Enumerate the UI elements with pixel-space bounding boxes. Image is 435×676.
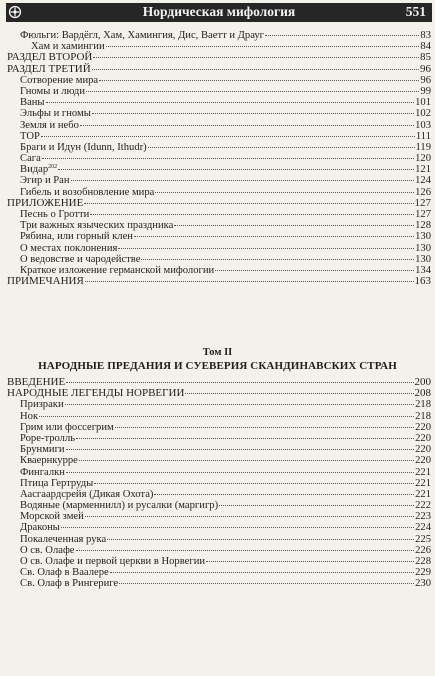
dot-leader [119, 583, 414, 584]
dot-leader [41, 136, 415, 137]
toc-entry-page: 120 [415, 153, 431, 165]
toc-entry-title: Эльфы и гномы [20, 108, 91, 120]
dot-leader [206, 561, 414, 562]
toc-entry [7, 198, 431, 209]
toc-entry [7, 164, 431, 175]
toc-entry-title: О св. Олафе [20, 544, 75, 556]
toc-entry-title: Три важных языческих праздника [20, 220, 174, 232]
toc-entry-title: Гномы и люди [20, 85, 85, 97]
toc-entry-page: 121 [415, 164, 431, 176]
dot-leader [94, 483, 414, 484]
toc-entry-page: 225 [415, 533, 431, 545]
toc-entry-title: Кваернкурре [20, 455, 78, 467]
toc-entry-page: 229 [415, 567, 431, 579]
toc-entry-title: Фюльги: Вардёгл, Хам, Хамингия, Дис, Ваетт и Драуг [20, 30, 265, 41]
toc-entry-title: ПРИЛОЖЕНИЕ [7, 196, 84, 209]
toc-entry-title: О местах поклонения [20, 242, 118, 254]
toc-entry-page: 230 [415, 578, 431, 590]
toc-entry [7, 64, 431, 75]
toc-entry [7, 433, 431, 444]
toc-entry-page: 96 [420, 74, 431, 86]
toc-entry-page: 130 [415, 231, 431, 243]
toc-entry-title: Св. Олаф в Ваалере [20, 567, 109, 579]
toc-entry-page: 124 [415, 175, 431, 187]
toc-entry [7, 556, 431, 567]
toc-entry [7, 399, 431, 410]
toc-entry-page: 218 [415, 410, 431, 422]
toc-entry-page: 83 [420, 30, 431, 41]
toc-entry-title: Морской змей [20, 511, 84, 523]
dot-leader [76, 438, 414, 439]
dot-leader [61, 527, 414, 528]
toc-entry [7, 142, 431, 153]
dot-leader [215, 270, 414, 271]
toc-entry-page: 221 [415, 488, 431, 500]
contents-list-volume-1 [7, 30, 431, 287]
toc-entry-page: 220 [415, 455, 431, 467]
toc-entry-page: 220 [415, 421, 431, 433]
toc-entry-title: Покалеченная рука [20, 533, 107, 545]
dot-leader [84, 203, 413, 204]
dot-leader [66, 472, 414, 473]
dot-leader [92, 113, 414, 114]
toc-entry [7, 153, 431, 164]
toc-entry-page: 126 [415, 186, 431, 198]
dot-leader [148, 147, 415, 148]
toc-entry-title: Призраки [20, 399, 64, 411]
toc-entry-title: Видар$^{202}$ [20, 164, 58, 176]
toc-entry-title: Фингалкн [20, 466, 65, 478]
toc-entry-title: РАЗДЕЛ ВТОРОЙ [7, 51, 93, 64]
toc-entry [7, 444, 431, 455]
toc-entry-title: Земля и небо [20, 119, 79, 131]
toc-entry-title: Сотворение мира [20, 74, 99, 86]
dot-leader [76, 550, 415, 551]
toc-entry-title: О ведовстве и чародействе [20, 253, 141, 265]
toc-entry-title: Св. Олаф в Рингериге [20, 578, 119, 590]
toc-entry-title: Песнь о Гротти [20, 209, 90, 220]
toc-entry [7, 578, 431, 589]
dot-leader [265, 35, 419, 36]
toc-entry [7, 75, 431, 86]
toc-entry [7, 478, 431, 489]
dot-leader [86, 91, 419, 92]
toc-entry-title: Браги и Идун (Idunn, Ithudr) [20, 141, 147, 153]
toc-entry-page: 103 [415, 119, 431, 131]
toc-entry-title: Рябина, или горный клен [20, 231, 133, 243]
toc-entry-page: 127 [415, 209, 431, 220]
toc-entry-title: Краткое изложение германской мифологии [20, 264, 215, 276]
toc-entry [7, 388, 431, 399]
volume-title: НАРОДНЫЕ ПРЕДАНИЯ И СУЕВЕРИЯ СКАНДИНАВСКИХ СТРАН [38, 360, 397, 372]
toc-entry-page: 130 [415, 253, 431, 265]
dot-leader [110, 572, 414, 573]
running-title: Нордическая мифология [142, 4, 296, 19]
toc-entry-page: 101 [415, 97, 431, 109]
toc-entry-title: Водяные (марменнилл) и русалки (маргигр) [20, 500, 219, 512]
toc-entry-page: 99 [420, 85, 431, 97]
toc-entry-page: 119 [415, 141, 431, 153]
volume-label: Том II [202, 347, 233, 358]
toc-entry [7, 108, 431, 119]
toc-entry [7, 276, 431, 287]
toc-entry-page: 208 [414, 387, 431, 400]
toc-entry-page: 224 [415, 522, 431, 534]
toc-entry [7, 231, 431, 242]
toc-entry-page: 226 [415, 544, 431, 556]
toc-entry-page: 218 [415, 399, 431, 411]
dot-leader [155, 192, 414, 193]
toc-entry-title: Птица Гертруды [20, 477, 94, 489]
dot-leader [174, 225, 414, 226]
toc-entry-title: О св. Олафе и первой церкви в Норвегии [20, 556, 206, 567]
toc-entry-page: 85 [420, 51, 431, 64]
dot-leader [99, 80, 419, 81]
dot-leader [90, 214, 414, 215]
toc-entry-page: 163 [414, 275, 431, 288]
dot-leader [185, 393, 413, 394]
dot-leader [141, 259, 414, 260]
toc-entry-page: 200 [414, 376, 431, 388]
toc-entry [7, 120, 431, 131]
toc-entry-title: Нок [20, 410, 39, 422]
contents-list-volume-2 [7, 377, 431, 590]
toc-entry-page: 96 [420, 62, 431, 75]
toc-entry-title: Ваны [20, 97, 45, 109]
dot-leader [66, 449, 415, 450]
toc-entry-title: Аасгаардсрейя (Дикая Охота) [20, 488, 154, 500]
toc-entry [7, 175, 431, 186]
toc-entry-page: 223 [415, 511, 431, 523]
toc-entry-title: Хам и хамингии [31, 41, 105, 53]
dot-leader [66, 382, 413, 383]
toc-entry-page: 220 [415, 432, 431, 444]
dot-leader [154, 494, 414, 495]
toc-entry [7, 30, 431, 41]
toc-entry-title: Грим или фоссегрим [20, 421, 114, 433]
toc-entry-title: ВВЕДЕНИЕ [7, 376, 66, 388]
toc-entry-title: ТОР [20, 130, 40, 142]
dot-leader [80, 125, 414, 126]
dot-leader [79, 460, 414, 461]
dot-leader [115, 427, 414, 428]
footnote-ref: 202 [48, 164, 58, 171]
toc-entry-page: 134 [415, 264, 431, 276]
toc-entry-title: НАРОДНЫЕ ЛЕГЕНДЫ НОРВЕГИИ [7, 387, 185, 400]
toc-entry-page: 221 [415, 466, 431, 478]
dot-leader [134, 236, 414, 237]
toc-entry [7, 489, 431, 500]
dot-leader [85, 516, 414, 517]
toc-entry-page: 111 [415, 130, 431, 142]
toc-entry-title: Драконы [20, 522, 60, 534]
toc-entry [7, 422, 431, 433]
toc-entry-title: РАЗДЕЛ ТРЕТИЙ [7, 62, 91, 75]
dot-leader [107, 539, 414, 540]
dot-leader [106, 46, 420, 47]
dot-leader [219, 505, 414, 506]
toc-entry-page: 222 [415, 500, 431, 512]
toc-entry-page: 102 [415, 108, 431, 120]
toc-entry [7, 522, 431, 533]
toc-entry [7, 545, 431, 556]
toc-entry [7, 500, 431, 511]
toc-entry [7, 455, 431, 466]
toc-entry-title: Эгир и Ран [20, 175, 70, 187]
running-header [6, 3, 432, 22]
toc-entry [7, 511, 431, 522]
toc-entry-page: 84 [420, 41, 431, 53]
dot-leader [42, 158, 414, 159]
toc-entry-page: 128 [415, 220, 431, 232]
toc-entry-title: Сага [20, 153, 41, 165]
toc-entry [7, 243, 431, 254]
dot-leader [39, 416, 414, 417]
dot-leader [65, 404, 414, 405]
toc-entry-title: ПРИМЕЧАНИЯ [7, 275, 84, 288]
toc-entry-title: Брунмиги [20, 444, 65, 456]
dot-leader [58, 169, 414, 170]
toc-entry [7, 220, 431, 231]
toc-entry [7, 209, 431, 220]
toc-entry [7, 534, 431, 545]
dot-leader [93, 57, 419, 58]
dot-leader [46, 102, 415, 103]
toc-entry-page: 220 [415, 444, 431, 456]
toc-entry [7, 467, 431, 478]
toc-entry [7, 86, 431, 97]
toc-entry [7, 411, 431, 422]
toc-entry [7, 567, 431, 578]
toc-entry-title: Роре-тролль [20, 432, 76, 444]
toc-entry-title: Гибель и возобновление мира [20, 186, 155, 198]
toc-entry-page: 228 [415, 556, 431, 567]
toc-entry-page: 127 [414, 196, 431, 209]
dot-leader [85, 281, 414, 282]
page-number: 551 [405, 4, 426, 19]
dot-leader [71, 180, 415, 181]
toc-entry-page: 221 [415, 477, 431, 489]
toc-entry [7, 97, 431, 108]
dot-leader [118, 248, 414, 249]
dot-leader [92, 69, 419, 70]
toc-entry [7, 254, 431, 265]
toc-entry [7, 131, 431, 142]
toc-entry-page: 130 [415, 242, 431, 254]
